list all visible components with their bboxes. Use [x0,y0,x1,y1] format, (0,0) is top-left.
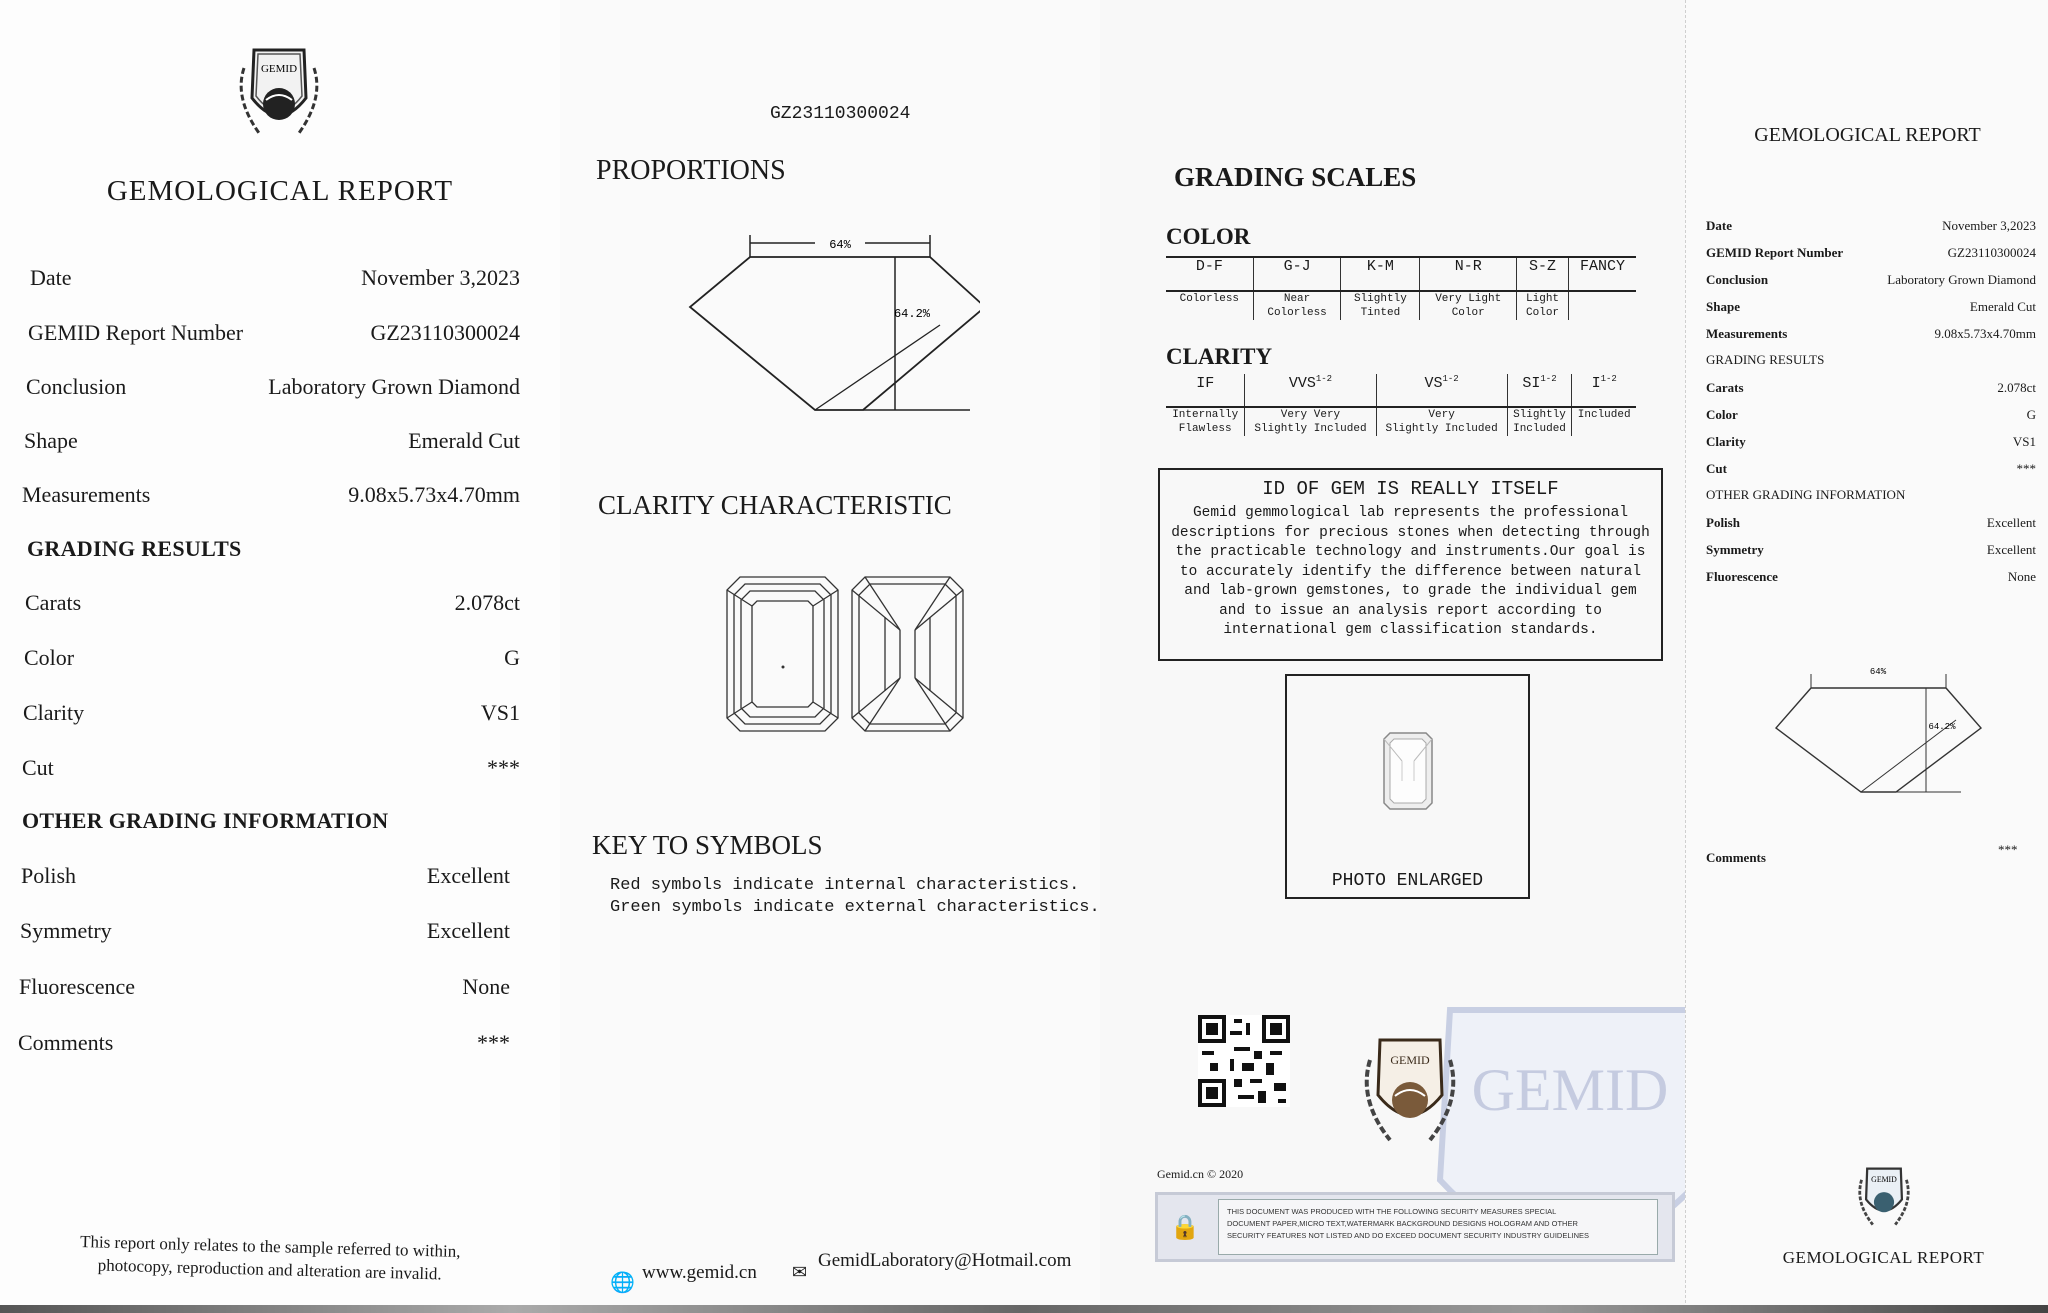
right-grading-label: Color [1706,407,1738,422]
right-info-label: Measurements [1706,326,1788,341]
report-title: GEMOLOGICAL REPORT [106,175,454,207]
clarity-scale-heading: CLARITY [1166,344,1273,369]
info-value: GZ23110300024 [370,320,520,345]
lock-icon: 🔒 [1170,1215,1200,1241]
svg-text:GEMID: GEMID [1390,1053,1430,1067]
proportions-title: PROPORTIONS [596,155,786,186]
globe-icon: 🌐 [610,1272,635,1294]
right-info-value: Laboratory Grown Diamond [1887,272,2036,287]
clarity-grade: VVS$^{1-2}$ [1245,374,1376,407]
other-label: Polish [21,863,77,888]
email-icon: ✉ [792,1262,808,1282]
right-other-value: Excellent [1986,542,2036,557]
info-row [24,428,520,454]
grading-results-heading: GRADING RESULTS [27,536,242,561]
key-line-external: Green symbols indicate external characteristics. [610,898,1100,917]
copyright-text: Gemid.cn © 2020 [1157,1167,1244,1181]
clarity-grade: VS$^{1-2}$ [1376,374,1507,407]
right-info-value: Emerald Cut [1969,299,2036,314]
right-info-label: Conclusion [1706,272,1769,287]
photo-enlarged-box [1285,674,1530,899]
info-row [28,320,520,346]
grading-scales-panel [1100,0,1685,1313]
color-desc: Near Colorless [1253,291,1341,320]
website-link[interactable]: www.gemid.cn [642,1262,757,1283]
other-label: Comments [18,1030,114,1055]
info-value: 9.08x5.73x4.70mm [348,482,520,507]
right-grading-label: Cut [1706,461,1727,476]
color-grade: K-M [1341,257,1420,291]
validity-footnote: This report only relates to the sample referred to within, photocopy, reproduction and alteration are invalid. [79,1232,461,1284]
right-info-label: Date [1706,218,1732,233]
color-grade: G-J [1253,257,1341,291]
other-value: Excellent [426,863,510,888]
right-grading-label: Clarity [1706,434,1746,449]
id-description-line: the practicable technology and instruments.Our goal is [1175,544,1646,560]
right-other-row [1706,569,2036,585]
info-label: GEMID Report Number [28,320,244,345]
id-description-line: and lab-grown gemstones, to grade the individual gem [1184,583,1637,599]
right-proportions-diagram [1766,660,1986,800]
right-other-value: None [2007,569,2036,584]
color-desc: Slightly Tinted [1341,291,1420,320]
color-scale-table [1166,256,1636,320]
right-grading-row [1706,434,2036,450]
key-line-internal: Red symbols indicate internal characteristics. [610,876,1080,895]
right-info-row [1706,326,2036,342]
grading-label: Cut [22,755,54,780]
email-link[interactable]: GemidLaboratory@Hotmail.com [818,1250,1072,1271]
info-row [26,374,520,400]
info-label: Date [30,265,72,290]
clarity-scale-table [1166,374,1636,436]
table-percent-label: 64% [829,238,851,252]
report-summary-copy-panel [1685,0,2048,1313]
qr-code[interactable] [1198,1015,1290,1107]
grading-row [23,700,520,726]
diamond-photo [1382,731,1434,811]
grading-scales-title: GRADING SCALES [1174,162,1417,192]
right-other-label: Symmetry [1706,542,1764,557]
id-description-line: international gem classification standards. [1223,622,1598,638]
right-grading-row [1706,380,2036,396]
right-comments-label: Comments [1706,850,1766,865]
color-desc: Light Color [1517,291,1569,320]
right-grading-value: 2.078ct [1997,380,2036,395]
info-value: Emerald Cut [408,428,520,453]
right-grading-value: G [2026,407,2036,422]
proportions-diagram [680,225,980,425]
right-table-percent: 64% [1869,667,1887,677]
report-number: GZ23110300024 [770,104,911,124]
clarity-grade: $I^{1-2}$ [1572,374,1636,407]
id-description-line: to accurately identify the difference between natural [1179,563,1642,580]
right-grading-value: *** [2016,461,2036,476]
right-info-value: GZ23110300024 [1947,245,2036,260]
right-other-value: Excellent [1986,515,2036,530]
other-label: Symmetry [20,918,112,943]
key-to-symbols-title: KEY TO SYMBOLS [592,830,823,860]
grading-value: *** [487,755,520,780]
clarity-desc: Slightly Included [1507,407,1572,436]
color-desc: Colorless [1166,291,1253,320]
right-grading-row [1706,461,2036,477]
proportions-panel [560,0,1100,1313]
info-row [22,482,520,508]
id-description-line: descriptions for precious stones when detecting through [1171,524,1650,541]
right-info-row [1706,245,2036,261]
right-grading-row [1706,407,2036,423]
clarity-characteristic-title: CLARITY CHARACTERISTIC [598,490,952,520]
color-grade: N-R [1420,257,1517,291]
right-info-row [1706,272,2036,288]
right-grading-label: Carats [1706,380,1744,395]
right-other-row [1706,515,2036,531]
grading-value: G [504,645,520,670]
svg-text:GEMID: GEMID [260,63,298,75]
security-line-1: THIS DOCUMENT WAS PRODUCED WITH THE FOLLOWING SECURITY MEASURES SPECIAL [1227,1207,1557,1216]
security-line-2: DOCUMENT PAPER,MICRO TEXT,WATERMARK BACKGROUND DESIGNS HOLOGRAM AND OTHER [1227,1219,1578,1228]
other-row [19,974,510,1000]
color-desc [1568,291,1636,320]
bottom-edge [0,1305,2048,1313]
id-description-line: and to issue an analysis report according to [1219,602,1602,619]
other-row [20,918,510,944]
photo-enlarged-label: PHOTO ENLARGED [1331,871,1484,891]
id-of-gem-title: ID OF GEM IS REALLY ITSELF [1262,478,1559,500]
other-value: None [462,974,510,999]
info-label: Conclusion [26,374,127,399]
clarity-plot-diagram [725,575,965,735]
security-line-3: SECURITY FEATURES NOT LISTED AND DO EXCEED DOCUMENT SECURITY INDUSTRY GUIDELINES [1227,1231,1590,1240]
grading-label: Color [24,645,75,670]
grading-row [24,645,520,671]
other-row [18,1030,510,1056]
right-report-title: GEMOLOGICAL REPORT [1754,124,1981,146]
right-comments-value: *** [1998,842,2018,857]
right-other-label: Fluorescence [1706,569,1778,584]
info-value: November 3,2023 [361,265,520,290]
other-grading-heading: OTHER GRADING INFORMATION [22,808,389,833]
gemid-color-crest [1350,1030,1470,1155]
id-of-gem-box [1158,468,1663,661]
other-label: Fluorescence [19,974,136,999]
info-value: Laboratory Grown Diamond [268,374,520,399]
grading-value: VS1 [480,700,520,725]
other-row [21,863,510,889]
color-grade: D-F [1166,257,1253,291]
other-value: Excellent [426,918,510,943]
right-info-label: Shape [1706,299,1740,314]
color-desc: Very Light Color [1420,291,1517,320]
grading-label: Clarity [23,700,85,725]
right-info-row [1706,299,2036,315]
right-info-value: 9.08x5.73x4.70mm [1934,326,2036,341]
clarity-desc: Included [1572,407,1636,436]
gemid-crest-logo [214,38,344,148]
right-footer-title: GEMOLOGICAL REPORT [1782,1248,1985,1267]
id-description-line: Gemid gemmological lab represents the professional [1192,505,1629,521]
right-info-row [1706,218,2036,234]
color-grade: FANCY [1568,257,1636,291]
info-row [30,265,520,291]
right-other-label: Polish [1706,515,1740,530]
clarity-desc: Internally Flawless [1166,407,1245,436]
depth-percent-label: 64.2% [893,307,931,321]
grading-value: 2.078ct [454,590,520,615]
right-info-label: GEMID Report Number [1706,245,1844,260]
other-value: *** [477,1030,510,1055]
grading-label: Carats [25,590,82,615]
security-strip [1155,1192,1675,1262]
clarity-desc: Very Very Slightly Included [1245,407,1376,436]
right-other-heading: OTHER GRADING INFORMATION [1706,487,1906,502]
right-depth-percent: 64.2% [1928,722,1956,732]
clarity-desc: Very Slightly Included [1376,407,1507,436]
color-scale-heading: COLOR [1166,224,1251,249]
clarity-grade: SI$^{1-2}$ [1507,374,1572,407]
info-label: Shape [24,428,78,453]
svg-text:GEMID: GEMID [1871,1175,1897,1185]
grading-row [25,590,520,616]
report-summary-panel [0,0,560,1313]
grading-row [22,755,520,781]
color-grade: S-Z [1517,257,1569,291]
right-grading-results-heading: GRADING RESULTS [1706,352,1825,367]
right-info-value: November 3,2023 [1942,218,2036,233]
right-grading-value: VS1 [2012,434,2036,449]
info-label: Measurements [22,482,151,507]
right-other-row [1706,542,2036,558]
right-crest-logo [1849,1163,1919,1233]
clarity-grade: IF [1196,375,1215,392]
svg-text:GEMID: GEMID [1471,1057,1669,1123]
